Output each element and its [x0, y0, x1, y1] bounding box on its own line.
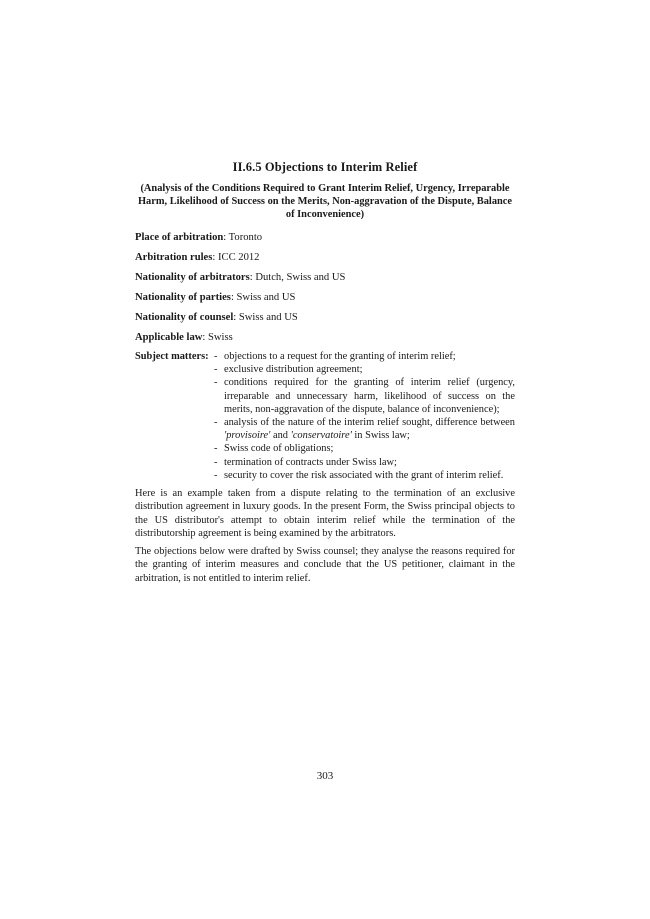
dash-bullet: - [214, 351, 218, 362]
list-item-text: analysis of the nature of the interim relief sought, difference between [224, 417, 515, 429]
field-value: : Swiss and US [233, 312, 298, 323]
list-item [214, 469, 515, 482]
list-item-text: conditions required for the granting of interim relief (urgency, irreparable and unnecessary harm, likelihood of success on the merits, non-aggravation of the dispute, balance of inconvenience); [224, 377, 515, 415]
case-details [135, 231, 515, 351]
dash-bullet: - [214, 417, 218, 429]
body-paragraph: Here is an example taken from a dispute relating to the termination of an exclusive distribution agreement in luxury goods. In the present Form, the Swiss principal objects to the US distributor's attempt to obtain interim relief while the termination of the distributorship agreement is being examined by the arbitrators. [135, 488, 515, 539]
field-nationality-of-parties [135, 291, 515, 311]
list-item [214, 442, 515, 455]
section-subtitle: (Analysis of the Conditions Required to Grant Interim Relief, Urgency, Irreparable Harm, Likelihood of Success on the Merits, Non-aggravation of the Dispute, Balance of Inconvenience) [137, 183, 513, 220]
field-arbitration-rules [135, 251, 515, 271]
field-value: : Swiss [202, 332, 233, 343]
field-value: : Dutch, Swiss and US [249, 272, 346, 283]
list-item [214, 456, 515, 469]
field-applicable-law [135, 331, 515, 351]
list-item-text: and [270, 430, 291, 442]
field-label: Applicable law [135, 332, 203, 343]
list-item [214, 416, 515, 442]
field-label: Place of arbitration [135, 232, 224, 243]
field-label: Nationality of counsel [135, 312, 234, 323]
italic-term: 'provisoire' [224, 430, 271, 442]
page-number: 303 [316, 770, 334, 782]
field-place-of-arbitration [135, 231, 515, 251]
field-label: Arbitration rules [135, 252, 213, 263]
dash-bullet: - [214, 377, 218, 389]
dash-bullet: - [214, 443, 218, 455]
field-nationality-of-arbitrators [135, 271, 515, 291]
list-item-text: objections to a request for the granting of interim relief; [224, 351, 456, 362]
field-value: : Swiss and US [230, 292, 296, 303]
list-item [214, 376, 515, 416]
dash-bullet: - [214, 456, 218, 468]
field-value: : ICC 2012 [212, 252, 260, 263]
field-label: Nationality of parties [135, 292, 231, 303]
subject-matters-list [214, 350, 515, 482]
field-value: : Toronto [223, 232, 263, 243]
subject-matters-label: Subject matters: [135, 351, 209, 362]
list-item [214, 350, 515, 363]
list-item-text: Swiss code of obligations; [224, 443, 334, 455]
dash-bullet: - [214, 364, 218, 376]
dash-bullet: - [214, 469, 218, 481]
list-item-text: exclusive distribution agreement; [224, 364, 363, 376]
field-label: Nationality of arbitrators [135, 272, 250, 283]
list-item-text: termination of contracts under Swiss law; [224, 456, 397, 468]
italic-term: 'conservatoire' [290, 430, 352, 442]
list-item [214, 363, 515, 376]
section-title: II.6.5 Objections to Interim Relief [232, 160, 418, 174]
field-nationality-of-counsel [135, 311, 515, 331]
list-item-text: security to cover the risk associated with the grant of interim relief. [224, 469, 504, 481]
body-paragraph: The objections below were drafted by Swiss counsel; they analyse the reasons required for the granting of interim measures and conclude that the US petitioner, claimant in the arbitration, is not entitled to interim relief. [135, 546, 515, 584]
list-item-text: in Swiss law; [351, 430, 410, 442]
